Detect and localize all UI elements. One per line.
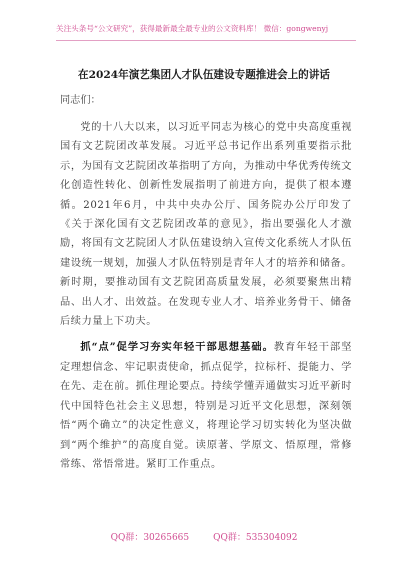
paragraph-lead: 抓“点”促学习夯实年轻干部思想基础。 xyxy=(80,341,274,354)
qq-group-left: QQ群：30265665 xyxy=(110,533,190,543)
document-title: 在2024年演艺集团人才队伍建设专题推进会上的讲话 xyxy=(78,69,330,81)
paragraph-text: 教育年轻干部坚定理想信念、牢记职责使命，抓点促学，拉标杆、提能力、学在先、走在前。抓住理论要点。持续学懂弄通做实习近平新时代中国特色社会主义思想，特别是习近平文化思想，深刻领悟“两个确立”的决定性意义，将理论学习切实转化为坚决做到“两个维护”的高度自觉。读原著、学原文、悟原理，常修常练、常悟常进。紧盯工作重点。 xyxy=(60,342,352,470)
paragraph-study xyxy=(60,338,352,474)
qq-group-right: QQ群：535304092 xyxy=(213,533,298,543)
document-body xyxy=(60,118,352,481)
footer-qq xyxy=(0,532,408,544)
paragraph-intro xyxy=(60,118,352,331)
header-banner: 关注头条号“公文研究”，获得最新最全最专业的公文资料库！ 微信：gongwenyj xyxy=(56,24,329,33)
header-divider xyxy=(56,40,356,41)
paragraph-text: 党的十八大以来，以习近平同志为核心的党中央高度重视国有文艺院团改革发展。习近平总书记作出系列重要指示批示，为国有文艺院团改革指明了方向，为推动中华优秀传统文化创造性转化、创新性发展指明了前进方向，提供了根本遵循。2021年6月，中共中央办公厅、国务院办公厅印发了《关于深化国有文艺院团改革的意见》，指出要强化人才激励，将国有文艺院团人才队伍建设纳入宣传文化系统人才队伍建设统一规划，加强人才队伍特别是青年人才的培养和储备。新时期，要推动国有文艺院团高质量发展，必须要聚焦出精品、出人才、出效益。在发现专业人才、培养业务骨干、储备后续力量上下功夫。 xyxy=(60,122,352,328)
salutation: 同志们： xyxy=(60,95,101,106)
